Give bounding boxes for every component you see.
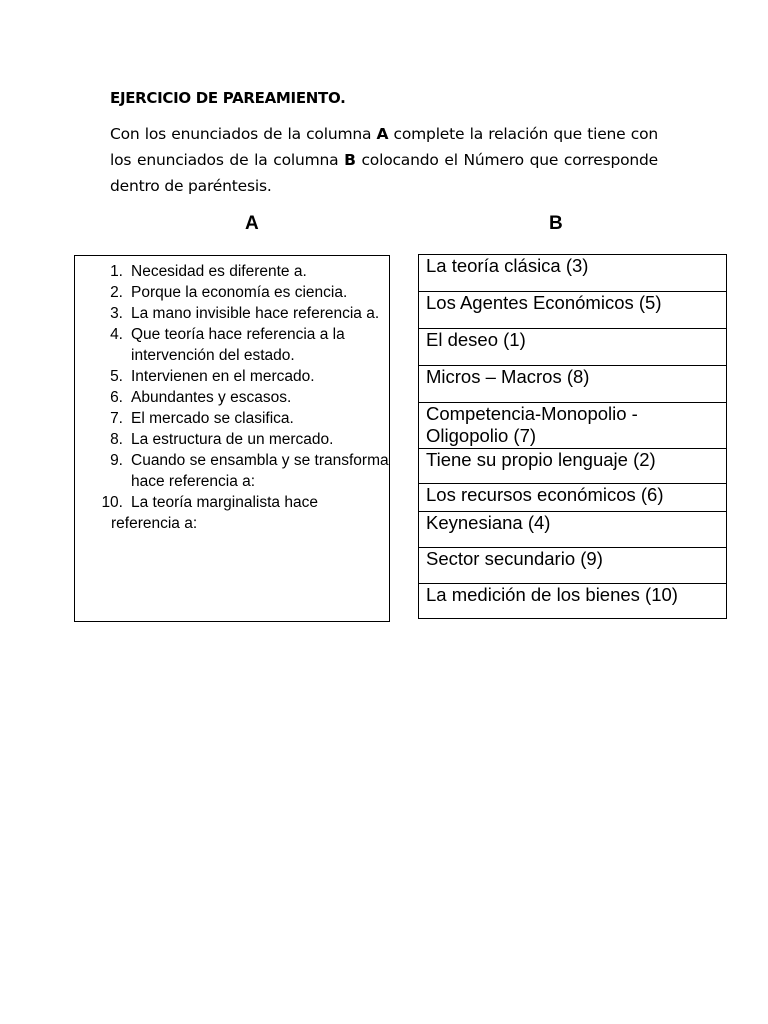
item-text: Intervienen en el mercado. (131, 368, 315, 385)
list-item (75, 303, 389, 324)
table-cell: Tiene su propio lenguaje (2) (419, 449, 727, 484)
list-item (75, 492, 389, 534)
table-row (419, 329, 727, 366)
list-item (75, 261, 389, 282)
item-number: 6. (110, 389, 123, 406)
list-item (75, 324, 389, 366)
table-row (419, 512, 727, 548)
table-row (419, 403, 727, 449)
table-cell: La teoría clásica (3) (419, 255, 727, 292)
item-text: Cuando se ensambla y se transforma hace referencia a: (131, 452, 389, 490)
column-a-heading: A (245, 213, 259, 234)
table-cell: La medición de los bienes (10) (419, 584, 727, 619)
table-cell: Sector secundario (9) (419, 548, 727, 584)
page-title: EJERCICIO DE PAREAMIENTO. (110, 89, 346, 107)
item-number: 5. (110, 368, 123, 385)
item-number: 1. (110, 263, 123, 280)
table-row (419, 292, 727, 329)
table-row (419, 584, 727, 619)
item-text: Porque la economía es ciencia. (131, 284, 348, 301)
table-cell: Competencia-Monopolio - Oligopolio (7) (419, 403, 727, 449)
table-row (419, 548, 727, 584)
list-item (75, 387, 389, 408)
item-number: 10. (101, 494, 123, 511)
table-cell: Los recursos económicos (6) (419, 484, 727, 512)
column-b-table (418, 254, 727, 619)
list-item (75, 408, 389, 429)
instructions-text-3: colocando el Número que corresponde dentro de paréntesis. (110, 151, 659, 195)
instructions-bold-a: A (376, 125, 389, 143)
table-row (419, 484, 727, 512)
table-cell: Los Agentes Económicos (5) (419, 292, 727, 329)
table-cell: Micros – Macros (8) (419, 366, 727, 403)
item-number: 4. (110, 326, 123, 343)
instructions-text-2: complete la relación que tiene con los enunciados de la columna (110, 125, 658, 169)
item-text: El mercado se clasifica. (131, 410, 294, 427)
table-cell: El deseo (1) (419, 329, 727, 366)
column-b-heading: B (549, 213, 563, 234)
instructions-bold-b: B (344, 151, 356, 169)
item-number: 7. (110, 410, 123, 427)
item-text: Que teoría hace referencia a la intervención del estado. (131, 326, 345, 364)
item-text-continuation: referencia a: (111, 515, 198, 532)
item-text: Abundantes y escasos. (131, 389, 292, 406)
table-row (419, 255, 727, 292)
item-number: 3. (110, 305, 123, 322)
item-number: 9. (110, 452, 123, 469)
table-row (419, 449, 727, 484)
list-item (75, 366, 389, 387)
table-cell: Keynesiana (4) (419, 512, 727, 548)
item-text: La teoría marginalista hace (131, 494, 318, 511)
item-text: Necesidad es diferente a. (131, 263, 307, 280)
list-item (75, 282, 389, 303)
table-row (419, 366, 727, 403)
item-text: La estructura de un mercado. (131, 431, 334, 448)
list-item (75, 429, 389, 450)
instructions-text-1: Con los enunciados de la columna (110, 125, 377, 143)
column-a-list (75, 261, 389, 534)
item-text: La mano invisible hace referencia a. (131, 305, 380, 322)
column-a-box (74, 255, 390, 622)
instructions-paragraph (110, 121, 658, 199)
item-number: 8. (110, 431, 123, 448)
item-number: 2. (110, 284, 123, 301)
list-item (75, 450, 389, 492)
